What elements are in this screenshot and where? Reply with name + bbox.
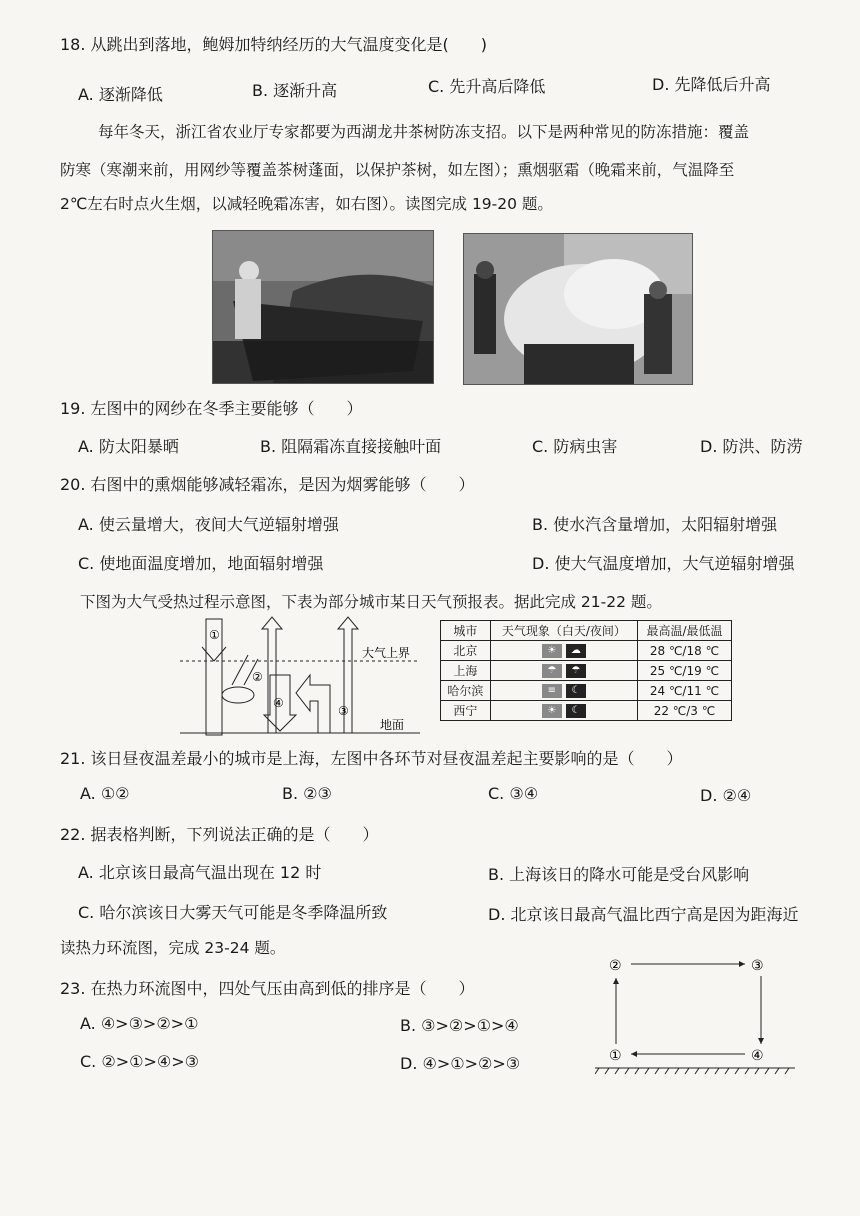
city-cell: 上海 (441, 661, 491, 681)
q21-option-a: A. ①② (80, 784, 130, 803)
q20-stem: 20. 右图中的熏烟能够减轻霜冻，是因为烟雾能够（ ） (60, 475, 475, 494)
intro1-line2: 防寒（寒潮来前，用网纱等覆盖茶树蓬面，以保护茶树，如左图）；熏烟驱霜（晚霜来前，气温降至 (60, 161, 735, 179)
thermal-circulation-diagram (595, 950, 795, 1082)
marker-3: ③ (338, 704, 349, 718)
table-header-weather: 天气现象（白天/夜间） (490, 621, 637, 641)
table-header-temp: 最高温/最低温 (637, 621, 731, 641)
intro2-text: 下图为大气受热过程示意图，下表为部分城市某日天气预报表。据此完成 21-22 题。 (80, 593, 662, 611)
q22-stem: 22. 据表格判断，下列说法正确的是（ ） (60, 825, 379, 844)
q23-option-c: C. ②>①>④>③ (80, 1052, 199, 1071)
clear-night-icon: ☾ (566, 684, 586, 698)
atmosphere-heating-diagram (180, 615, 420, 740)
intro1-line1: 每年冬天，浙江省农业厅专家都要为西湖龙井茶树防冻支招。以下是两种常见的防冻措施：覆盖 (98, 123, 750, 141)
q19-option-b: B. 阻隔霜冻直接接触叶面 (260, 437, 442, 456)
clear-night-icon: ☾ (566, 704, 586, 718)
marker-1: ① (209, 628, 220, 642)
q23-option-b: B. ③>②>①>④ (400, 1016, 519, 1035)
point-1: ① (609, 1048, 622, 1064)
table-row (441, 641, 732, 661)
q18-option-c: C. 先升高后降低 (428, 77, 546, 96)
smoking-photo (463, 233, 693, 385)
q20-option-a: A. 使云量增大，夜间大气逆辐射增强 (78, 515, 339, 534)
q21-stem: 21. 该日昼夜温差最小的城市是上海，左图中各环节对昼夜温差起主要影响的是（ ） (60, 749, 683, 768)
temp-cell: 22 ℃/3 ℃ (637, 701, 731, 721)
q23-option-d: D. ④>①>②>③ (400, 1054, 521, 1073)
intro1-line3: 2℃左右时点火生烟，以减轻晚霜冻害，如右图）。读图完成 19-20 题。 (60, 195, 553, 213)
weather-forecast-table (440, 620, 732, 721)
point-4: ④ (751, 1048, 764, 1064)
q21-option-c: C. ③④ (488, 784, 539, 803)
city-cell: 西宁 (441, 701, 491, 721)
rain-night-icon: ☂ (566, 664, 586, 678)
q23-stem: 23. 在热力环流图中，四处气压由高到低的排序是（ ） (60, 979, 475, 998)
q20-option-d: D. 使大气温度增加，大气逆辐射增强 (532, 554, 795, 573)
fog-icon: ≡ (542, 684, 562, 698)
table-row (441, 701, 732, 721)
q21-option-b: B. ②③ (282, 784, 332, 803)
q19-option-d: D. 防洪、防涝 (700, 437, 803, 456)
table-row (441, 661, 732, 681)
temp-cell: 28 ℃/18 ℃ (637, 641, 731, 661)
q18-option-a: A. 逐渐降低 (78, 85, 163, 104)
point-3: ③ (751, 958, 764, 974)
marker-2: ② (252, 670, 263, 684)
rain-icon: ☂ (542, 664, 562, 678)
table-header-city: 城市 (441, 621, 491, 641)
intro3-text: 读热力环流图，完成 23-24 题。 (60, 939, 286, 957)
cloudy-night-icon: ☁ (566, 644, 586, 658)
upper-atmosphere-label: 大气上界 (362, 646, 411, 660)
sunny-icon: ☀ (542, 644, 562, 658)
q22-option-b: B. 上海该日的降水可能是受台风影响 (488, 865, 750, 884)
q21-option-d: D. ②④ (700, 786, 752, 805)
marker-4: ④ (273, 696, 284, 710)
city-cell: 哈尔滨 (441, 681, 491, 701)
q18-option-b: B. 逐渐升高 (252, 81, 338, 100)
temp-cell: 24 ℃/11 ℃ (637, 681, 731, 701)
temp-cell: 25 ℃/19 ℃ (637, 661, 731, 681)
q19-stem: 19. 左图中的网纱在冬季主要能够（ ） (60, 399, 363, 418)
q20-option-b: B. 使水汽含量增加，太阳辐射增强 (532, 515, 778, 534)
q23-option-a: A. ④>③>②>① (80, 1014, 199, 1033)
q18-stem: 18. 从跳出到落地，鲍姆加特纳经历的大气温度变化是( ) (60, 35, 488, 54)
point-2: ② (609, 958, 622, 974)
q18-option-d: D. 先降低后升高 (652, 75, 771, 94)
q19-option-c: C. 防病虫害 (532, 437, 618, 456)
q19-option-a: A. 防太阳暴晒 (78, 437, 179, 456)
covering-photo (212, 230, 434, 384)
city-cell: 北京 (441, 641, 491, 661)
q20-option-c: C. 使地面温度增加，地面辐射增强 (78, 554, 324, 573)
table-row (441, 681, 732, 701)
q22-option-a: A. 北京该日最高气温出现在 12 时 (78, 863, 322, 882)
sunny-icon: ☀ (542, 704, 562, 718)
q22-option-c: C. 哈尔滨该日大雾天气可能是冬季降温所致 (78, 903, 388, 922)
ground-label: 地面 (380, 718, 405, 732)
q22-option-d: D. 北京该日最高气温比西宁高是因为距海近 (488, 905, 799, 924)
